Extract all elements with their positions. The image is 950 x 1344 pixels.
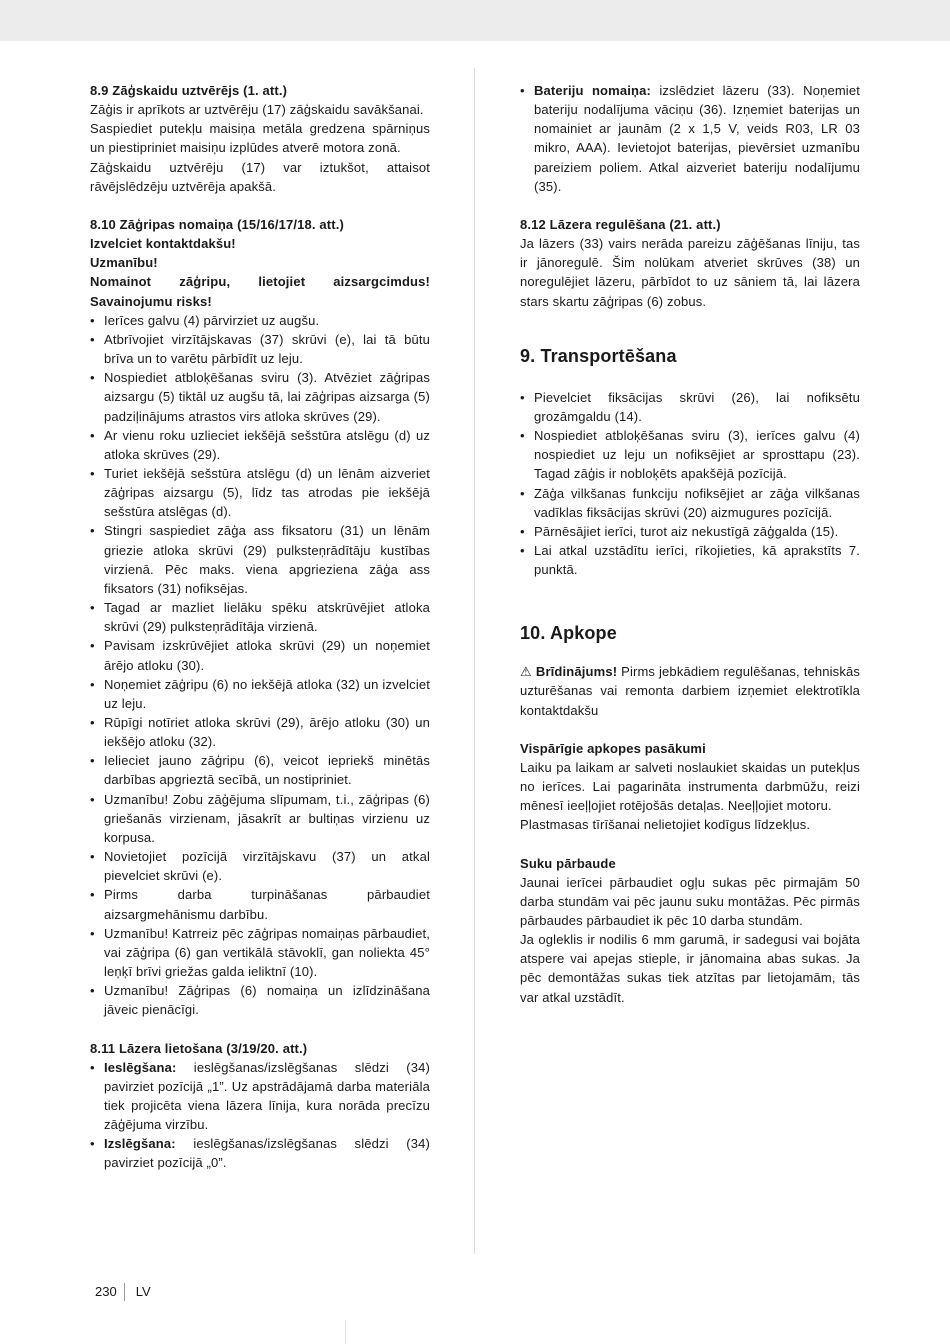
general-maintenance-paragraph: Laiku pa laikam ar salveti noslaukiet skaidas un putekļus no ierīces. Lai pagarināta instrumenta darbmūžu, reizi mēnesī ieeļļojiet rotējošās detaļas. Neeļļojiet motoru.: [520, 759, 860, 814]
list-item: • Nospiediet atbloķēšanas sviru (3). Atvēziet zāģripas aizsargu (5) tiktāl uz augšu tā, lai zāģripas aizsarga (5) padziļinājums atrastos virs atloka skrūves (29).: [90, 368, 430, 425]
general-maintenance-paragraph: Plastmasas tīrīšanai nelietojiet kodīgus līdzekļus.: [520, 817, 811, 833]
section-8-12-heading: 8.12 Lāzera regulēšana (21. att.): [520, 216, 721, 232]
general-maintenance-heading: Vispārīgie apkopes pasākumi: [520, 740, 706, 756]
brush-check-paragraph: Jaunai ierīcei pārbaudiet ogļu sukas pēc pirmajām 50 darba stundām vai pēc jaunu suku montāžas. Pēc pirmās pārbaudes pārbaudiet ik pēc 10 darba stundām.: [520, 874, 860, 928]
list-item: • Noņemiet zāģripu (6) no iekšējā atloka (32) un izvelciet uz leju.: [90, 675, 430, 713]
page-footer: [95, 1283, 151, 1301]
list-item: • Tagad ar mazliet lielāku spēku atskrūvējiet atloka skrūvi (29) pulksteņrādītāja virzienā.: [90, 598, 430, 636]
section-8-9-heading: 8.9 Zāģskaidu uztvērējs (1. att.): [90, 83, 288, 98]
list-item: • Ierīces galvu (4) pārvirziet uz augšu.: [90, 311, 430, 330]
language-code: LV: [135, 1284, 151, 1299]
section-8-11-heading: 8.11 Lāzera lietošana (3/19/20. att.): [90, 1040, 308, 1056]
list-item: • Ar vienu roku uzlieciet iekšējā sešstūra atslēgu (d) uz atloka skrūves (29).: [90, 426, 430, 464]
section-8-9-paragraph: Saspiediet putekļu maisiņa metāla gredzena spārniņus un piestipriniet maisiņu izplūdes atverē motora zonā.: [90, 121, 430, 156]
list-item: • Ielieciet jauno zāģripu (6), veicot iepriekš minētās darbības apgrieztā secībā, un nostipriniet.: [90, 751, 430, 789]
list-item-label: Ieslēgšana:: [104, 1059, 177, 1075]
list-item: [520, 81, 860, 196]
warning-text: Pirms jebkādiem regulēšanas, tehniskās uzturēšanas vai remonta darbiem izņemiet elektrotīkla kontaktdakšu: [520, 664, 860, 718]
section-8-10-heading: 8.10 Zāģripas nomaiņa (15/16/17/18. att.): [90, 216, 344, 232]
section-8-12-paragraph: Ja lāzers (33) vairs nerāda pareizu zāģēšanas līniju, tas ir jānoregulē. Šim nolūkam atveriet skrūves (38) un noregulējiet lāzeru, pārbīdot to uz sāniem tā, lai lāzera stars skartu zāģripas (6) zobus.: [520, 236, 860, 309]
list-item: • Pavisam izskrūvējiet atloka skrūvi (29) un noņemiet ārējo atloku (30).: [90, 636, 430, 674]
list-item: • Uzmanību! Zobu zāģējuma slīpumam, t.i., zāģripas (6) griešanās virzienam, jāsakrīt ar bultiņas virzienu uz korpusa.: [90, 790, 430, 847]
list-item: [90, 1134, 430, 1172]
list-item-text: izslēdziet lāzeru (33). Noņemiet bateriju nodalījuma vāciņu (36). Izņemiet baterijas un nomainiet ar jaunām (2 x 1,5 V, veids R03, LR 03 mikro, AAA). Ievietojot baterijas, pievērsiet uzmanību pareiziem poliem. Atkal aizveriet bateriju nodalījumu (35).: [534, 83, 860, 194]
unplug-warning: Izvelciet kontaktdakšu!: [90, 236, 236, 252]
right-column: [520, 81, 860, 1007]
battery-list: [520, 81, 860, 196]
section-8-11: [90, 1039, 430, 1173]
list-item: • Rūpīgi notīriet atloka skrūvi (29), ārējo atloku (30) un iekšējo atloku (32).: [90, 713, 430, 751]
list-item: • Turiet iekšējā sešstūra atslēgu (d) un lēnām aizveriet zāģripas aizsargu (5), līdz tas atrodas pie iekšējā sešstūra atslēgas (d).: [90, 464, 430, 521]
attention-warning: Uzmanību!: [90, 255, 158, 271]
section-10: [520, 621, 860, 1007]
brush-check-heading: Suku pārbaude: [520, 855, 616, 871]
list-item: [90, 1058, 430, 1135]
brush-check-paragraph: Ja ogleklis ir nodilis 6 mm garumā, ir sadegusi vai bojāta atspere vai apejas stieple, ir jānomaina abas sukas. Ja pēc demontāžas sukas tiek atzītas par lietojamām, tās var atkal uzstādīt.: [520, 932, 860, 1005]
warning-label: Brīdinājums!: [535, 664, 618, 680]
list-item-label: Izslēgšana:: [104, 1136, 176, 1152]
list-item: • Uzmanību! Zāģripas (6) nomaiņa un izlīdzināšana jāveic pienācīgi.: [90, 981, 430, 1019]
list-item: • Stingri saspiediet zāģa ass fiksatoru (31) un lēnām griezie atloka skrūvi (29) pulksteņrādītāju kustības virzienā. Pēc maks. viena apgrieziena zāģa ass fiksators (31) nofiksējas.: [90, 521, 430, 598]
section-9: [520, 344, 860, 580]
list-item: • Uzmanību! Katrreiz pēc zāģripas nomaiņas pārbaudiet, vai zāģripa (6) gan vertikālā stāvoklī, gan noliekta 45° leņķī brīvi griežas galda ieliktnī (10).: [90, 924, 430, 981]
gloves-warning: Nomainot zāģripu, lietojiet aizsargcimdus! Savainojumu risks!: [90, 274, 430, 309]
warning-paragraph: [520, 662, 860, 719]
section-10-title: 10. Apkope: [520, 623, 617, 644]
list-item: • Novietojiet pozīcijā virzītājskavu (37) un atkal pievelciet skrūvi (e).: [90, 847, 430, 885]
transport-list: [520, 388, 860, 580]
section-8-9: [90, 81, 430, 196]
left-column: [90, 81, 430, 1173]
section-8-12: [520, 215, 860, 311]
blade-change-steps: [90, 311, 430, 1020]
section-9-title: 9. Transportēšana: [520, 345, 677, 366]
list-item-text: ieslēgšanas/izslēgšanas slēdzi (34) pavirziet pozīcijā „0”.: [104, 1136, 430, 1171]
list-item-label: Bateriju nomaiņa:: [534, 83, 651, 98]
list-item: • Lai atkal uzstādītu ierīci, rīkojieties, kā aprakstīts 7. punktā.: [520, 541, 860, 579]
list-item: • Zāģa vilkšanas funkciju nofiksējiet ar zāģa vilkšanas vadīklas fiksācijas skrūvi (20) aizmugures pozīcijā.: [520, 484, 860, 522]
list-item: • Nospiediet atbloķēšanas sviru (3), ierīces galvu (4) nospiediet uz leju un nofiksējiet ar sprosttapu (23). Tagad zāģis ir nobloķēts apakšējā pozīcijā.: [520, 426, 860, 483]
section-8-9-paragraph: Zāģis ir aprīkots ar uztvērēju (17) zāģskaidu savākšanai.: [90, 102, 424, 118]
list-item: • Pārnēsājiet ierīci, turot aiz nekustīgā zāģgalda (15).: [520, 522, 860, 541]
laser-use-list: [90, 1058, 430, 1173]
warning-icon: ⚠: [520, 664, 532, 680]
list-item: • Pirms darba turpināšanas pārbaudiet aizsargmehānismu darbību.: [90, 885, 430, 923]
list-item: • Atbrīvojiet virzītājskavas (37) skrūvi (e), lai tā būtu brīva un to varētu pārbīdīt uz leju.: [90, 330, 430, 368]
list-item: • Pievelciet fiksācijas skrūvi (26), lai nofiksētu grozāmgaldu (14).: [520, 388, 860, 426]
list-item-text: ieslēgšanas/izslēgšanas slēdzi (34) pavirziet pozīcijā „1”. Uz apstrādājamā darba materiāla tiek projicēta viena lāzera līnija, kura norāda precīzu zāģējuma virzību.: [104, 1059, 430, 1133]
page-number: 230: [95, 1283, 125, 1301]
column-divider: [474, 68, 475, 1254]
bottom-divider: [345, 1320, 346, 1344]
top-bar: [0, 0, 950, 41]
section-8-9-paragraph: Zāģskaidu uztvērēju (17) var iztukšot, attaisot rāvējslēdzēju uztvērēja apakšā.: [90, 159, 430, 194]
section-8-10: [90, 215, 430, 1020]
